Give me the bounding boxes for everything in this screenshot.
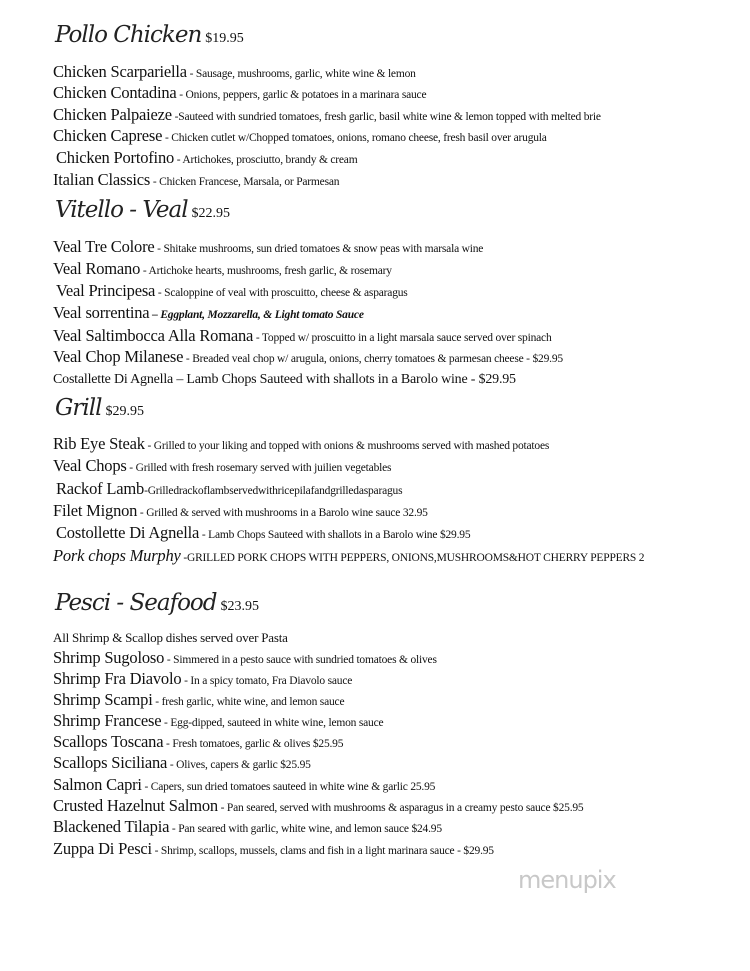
item-description: - Scaloppine of veal with proscuitto, cheese & asparagus [155, 287, 408, 299]
section-title: Grill [55, 395, 102, 421]
item-description: - Egg-dipped, sauteed in white wine, lemon sauce [161, 717, 384, 729]
section-title: Pollo Chicken [55, 22, 202, 48]
item-name: Chicken Contadina [53, 83, 177, 102]
section-price: $22.95 [191, 206, 231, 221]
item-name: Rib Eye Steak [53, 434, 145, 453]
item-description: - Fresh tomatoes, garlic & olives $25.95 [163, 738, 344, 750]
item-name: Pork chops Murphy [53, 546, 181, 565]
item-name: Crusted Hazelnut Salmon [53, 796, 218, 815]
menupix-watermark: menupix [518, 866, 616, 894]
item-name: Veal Tre Colore [53, 237, 155, 256]
item-name: Shrimp Scampi [53, 690, 153, 709]
item-description: -Grilledrackoflambservedwithricepilafandgrilledasparagus [144, 485, 403, 497]
section-title: Vitello - Veal [55, 197, 188, 223]
item-description: - Pan seared with garlic, white wine, and lemon sauce $24.95 [169, 823, 442, 835]
item-name: Costallette Di Agnella [53, 372, 174, 387]
item-description: - In a spicy tomato, Fra Diavolo sauce [181, 675, 353, 687]
item-name: Chicken Scarpariella [53, 62, 187, 81]
item-name: Veal Romano [53, 259, 141, 278]
item-description: - Capers, sun dried tomatoes sauteed in white wine & garlic 25.95 [141, 781, 436, 793]
item-description: - Breaded veal chop w/ arugula, onions, cherry tomatoes & parmesan cheese - $29.95 [183, 353, 563, 365]
menu-item [53, 775, 435, 795]
item-description: - Grilled with fresh rosemary served with juilien vegetables [126, 462, 392, 474]
item-description: - Chicken Francese, Marsala, or Parmesan [150, 176, 340, 188]
menu-item [53, 126, 547, 146]
menu-item [56, 479, 402, 499]
item-name: Blackened Tilapia [53, 817, 170, 836]
section-price: $19.95 [205, 31, 244, 46]
item-description: - Grilled to your liking and topped with onions & mushrooms served with mashed potatoes [144, 440, 550, 452]
menu-item [53, 796, 583, 816]
menu-item [56, 523, 470, 543]
item-description: – Eggplant, Mozzarella, & Light tomato Sauce [149, 309, 364, 321]
menu-item [53, 753, 311, 773]
menu-item [53, 711, 383, 731]
item-description: - Pan seared, served with mushrooms & asparagus in a creamy pesto sauce $25.95 [217, 802, 584, 814]
item-description: - Onions, peppers, garlic & potatoes in a marinara sauce [176, 89, 427, 101]
menu-item [53, 83, 426, 103]
item-name: Salmon Capri [53, 775, 142, 794]
item-description: - Topped w/ proscuitto in a light marsala sauce served over spinach [253, 332, 552, 344]
section-price: $29.95 [105, 404, 144, 419]
item-name: Rackof Lamb [56, 479, 145, 498]
menu-item [53, 370, 516, 388]
item-name: Shrimp Fra Diavolo [53, 669, 182, 688]
item-description: - Sausage, mushrooms, garlic, white wine & lemon [186, 68, 416, 80]
section-title: Pesci - Seafood [55, 590, 217, 616]
item-name: Zuppa Di Pesci [53, 839, 152, 858]
item-description: - Shitake mushrooms, sun dried tomatoes & snow peas with marsala wine [154, 243, 484, 255]
menu-item [53, 629, 288, 647]
menu-item [53, 817, 442, 837]
menu-item [53, 546, 644, 566]
item-name: Chicken Caprese [53, 126, 163, 145]
menu-item [53, 501, 428, 521]
menu-item [53, 732, 343, 752]
item-name: Shrimp Francese [53, 711, 162, 730]
menu-item [53, 347, 563, 367]
item-description: - Chicken cutlet w/Chopped tomatoes, onions, romano cheese, fresh basil over arugula [162, 132, 547, 144]
menu-item [53, 237, 483, 257]
item-name: Costollette Di Agnella [56, 523, 200, 542]
menu-item [53, 456, 391, 476]
item-name: Italian Classics [53, 170, 151, 189]
item-description: - fresh garlic, white wine, and lemon sauce [152, 696, 345, 708]
item-description: – Lamb Chops Sauteed with shallots in a Barolo wine - $29.95 [173, 372, 516, 387]
menu-item [53, 690, 344, 710]
section-header [55, 22, 244, 48]
section-header [55, 590, 259, 616]
item-description: -GRILLED PORK CHOPS WITH PEPPERS, ONIONS,MUSHROOMS&HOT CHERRY PEPPERS 2 [180, 552, 645, 564]
item-name: Veal Saltimbocca Alla Romana [53, 326, 254, 345]
item-name: Shrimp Sugoloso [53, 648, 165, 667]
menu-item [53, 259, 392, 279]
item-description: - Simmered in a pesto sauce with sundried tomatoes & olives [164, 654, 437, 666]
item-description: -Sauteed with sundried tomatoes, fresh garlic, basil white wine & lemon topped with melted brie [171, 111, 601, 123]
menu-item [53, 62, 416, 82]
item-name: Veal Chops [53, 456, 127, 475]
menu-item [56, 148, 357, 168]
item-name: Scallops Toscana [53, 732, 164, 751]
item-name: Scallops Siciliana [53, 753, 168, 772]
menu-item [56, 281, 408, 301]
item-description: - Artichoke hearts, mushrooms, fresh garlic, & rosemary [140, 265, 392, 277]
item-description: - Artichokes, prosciutto, brandy & cream [174, 154, 358, 166]
menu-item [53, 648, 437, 668]
menu-item [53, 326, 552, 346]
section-header [55, 395, 144, 421]
menu-item [53, 303, 364, 323]
item-name: Chicken Palpaieze [53, 105, 172, 124]
item-name: Filet Mignon [53, 501, 138, 520]
item-name: Chicken Portofino [56, 148, 175, 167]
menu-item [53, 839, 494, 859]
menu-item [53, 434, 549, 454]
item-description: - Grilled & served with mushrooms in a Barolo wine sauce 32.95 [137, 507, 428, 519]
menu-item [53, 669, 352, 689]
item-name: All Shrimp & Scallop dishes served over Pasta [53, 630, 288, 645]
item-name: Veal Principesa [56, 281, 156, 300]
item-description: - Lamb Chops Sauteed with shallots in a Barolo wine $29.95 [199, 529, 471, 541]
item-name: Veal Chop Milanese [53, 347, 184, 366]
item-description: - Olives, capers & garlic $25.95 [167, 759, 311, 771]
section-header [55, 197, 230, 223]
menu-item [53, 105, 601, 125]
item-description: - Shrimp, scallops, mussels, clams and fish in a light marinara sauce - $29.95 [151, 845, 494, 857]
menu-item [53, 170, 339, 190]
section-price: $23.95 [220, 599, 259, 614]
item-name: Veal sorrentina [53, 303, 150, 322]
